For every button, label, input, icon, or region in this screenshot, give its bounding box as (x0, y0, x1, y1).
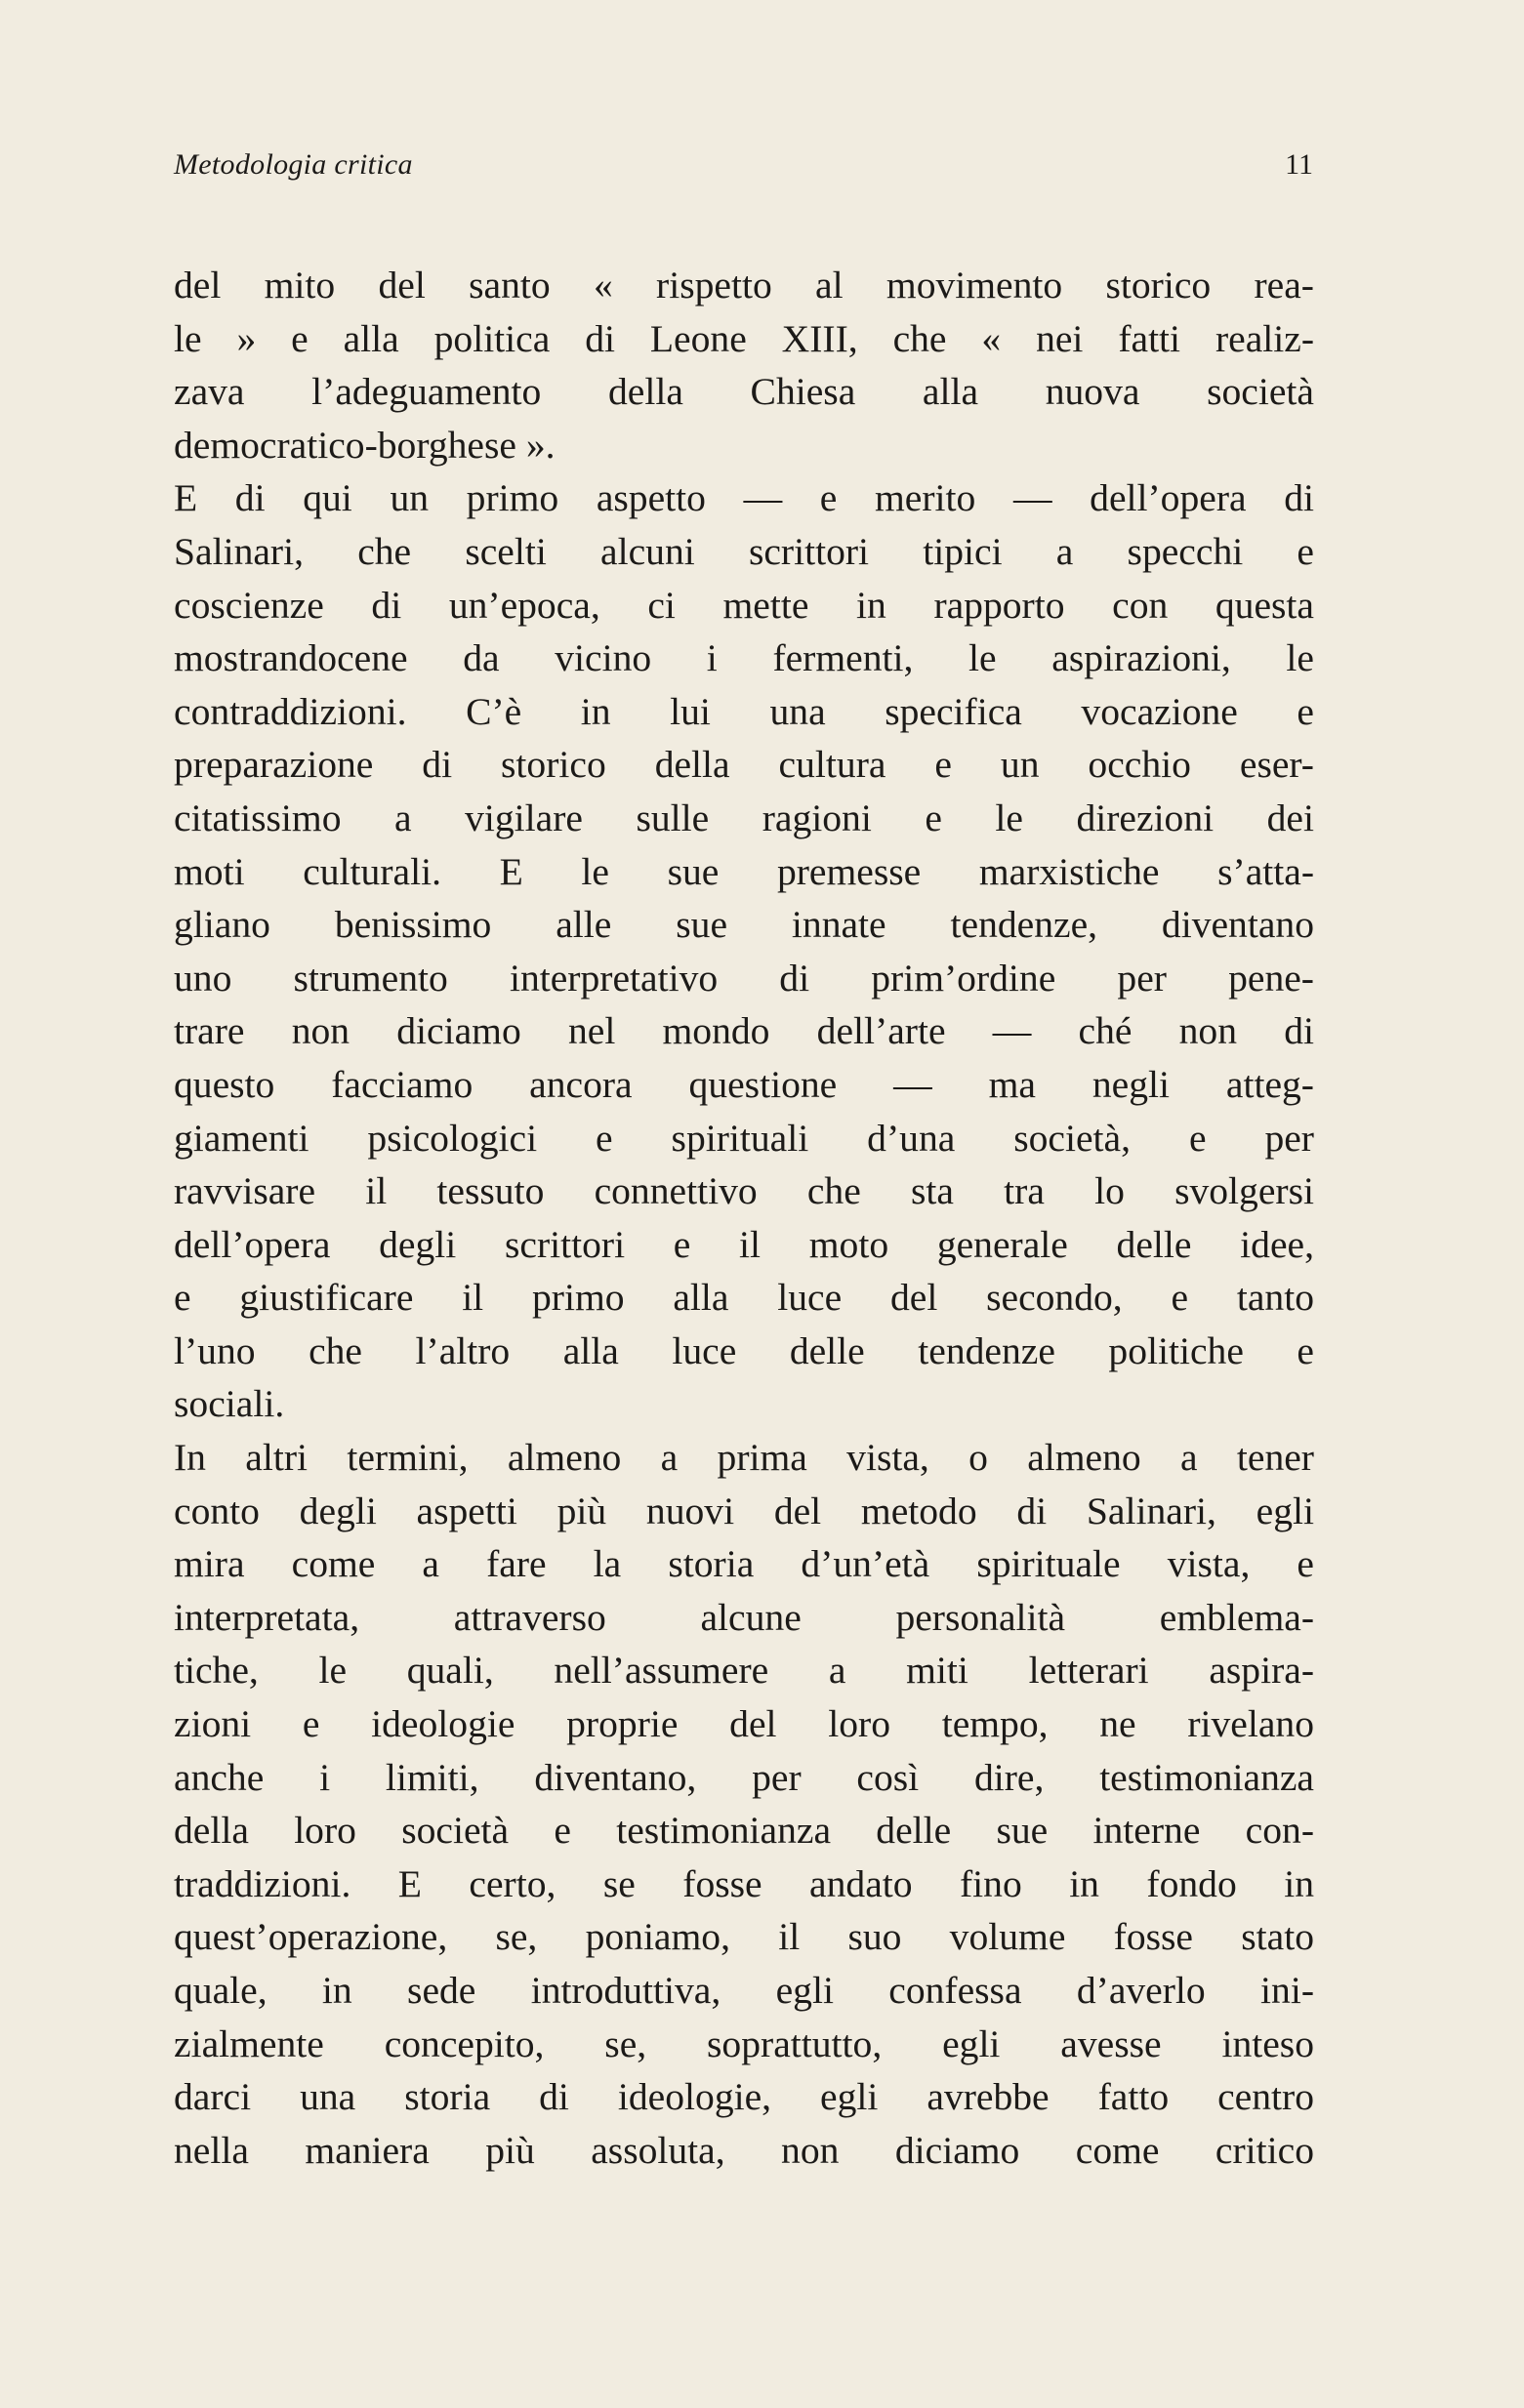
text-line: l’uno che l’altro alla luce delle tendenze politiche e (174, 1328, 1314, 1372)
text-line: anche i limiti, diventano, per così dire, testimonianza (174, 1755, 1314, 1799)
text-line: zioni e ideologie proprie del loro tempo, ne rivelano (174, 1702, 1314, 1746)
text-line: ravvisare il tessuto connettivo che sta tra lo svolgersi (174, 1169, 1314, 1213)
text-line: preparazione di storico della cultura e un occhio eser- (174, 743, 1314, 787)
running-head: Metodologia critica (174, 148, 413, 181)
text-line: nella maniera più assoluta, non diciamo come critico (174, 2128, 1314, 2172)
text-line: giamenti psicologici e spirituali d’una società, e per (174, 1116, 1314, 1160)
text-line: contraddizioni. C’è in lui una specifica vocazione e (174, 689, 1314, 733)
text-line: trare non diciamo nel mondo dell’arte — ché non di (174, 1009, 1314, 1053)
text-line: conto degli aspetti più nuovi del metodo di Salinari, egli (174, 1489, 1314, 1532)
text-line: dell’opera degli scrittori e il moto generale delle idee, (174, 1222, 1314, 1266)
text-line: le » e alla politica di Leone XIII, che « nei fatti realiz- (174, 316, 1314, 360)
text-line: interpretata, attraverso alcune personalità emblema- (174, 1595, 1314, 1639)
text-line: mira come a fare la storia d’un’età spirituale vista, e (174, 1542, 1314, 1586)
text-line: In altri termini, almeno a prima vista, o almeno a tener (174, 1436, 1314, 1480)
page-number: 11 (1285, 148, 1313, 181)
text-line: zialmente concepito, se, soprattutto, egli avesse inteso (174, 2021, 1314, 2065)
text-line: della loro società e testimonianza delle sue interne con- (174, 1809, 1314, 1853)
body-text (174, 259, 1314, 2177)
text-line: democratico-borghese ». (174, 423, 556, 467)
text-line: Salinari, che scelti alcuni scrittori tipici a specchi e (174, 529, 1314, 573)
text-line: tiche, le quali, nell’assumere a miti letterari aspira- (174, 1649, 1314, 1693)
text-line: quest’operazione, se, poniamo, il suo volume fosse stato (174, 1915, 1314, 1959)
text-line: sociali. (174, 1382, 285, 1426)
text-line: citatissimo a vigilare sulle ragioni e le direzioni dei (174, 796, 1314, 839)
text-line: quale, in sede introduttiva, egli confessa d’averlo ini- (174, 1969, 1314, 2012)
text-line: coscienze di un’epoca, ci mette in rapporto con questa (174, 583, 1314, 627)
text-line: moti culturali. E le sue premesse marxistiche s’atta- (174, 849, 1314, 893)
text-line: uno strumento interpretativo di prim’ordine per pene- (174, 956, 1314, 1000)
text-line: questo facciamo ancora questione — ma negli atteg- (174, 1062, 1314, 1106)
text-line: zava l’adeguamento della Chiesa alla nuova società (174, 370, 1314, 414)
text-line: gliano benissimo alle sue innate tendenze, diventano (174, 903, 1314, 947)
text-line: e giustificare il primo alla luce del secondo, e tanto (174, 1276, 1314, 1320)
text-line: del mito del santo « rispetto al movimento storico rea- (174, 264, 1314, 306)
text-line: darci una storia di ideologie, egli avrebbe fatto centro (174, 2075, 1314, 2119)
text-line: mostrandocene da vicino i fermenti, le aspirazioni, le (174, 636, 1314, 680)
text-line: E di qui un primo aspetto — e merito — dell’opera di (174, 476, 1314, 520)
text-line: traddizioni. E certo, se fosse andato fino in fondo in (174, 1861, 1314, 1905)
